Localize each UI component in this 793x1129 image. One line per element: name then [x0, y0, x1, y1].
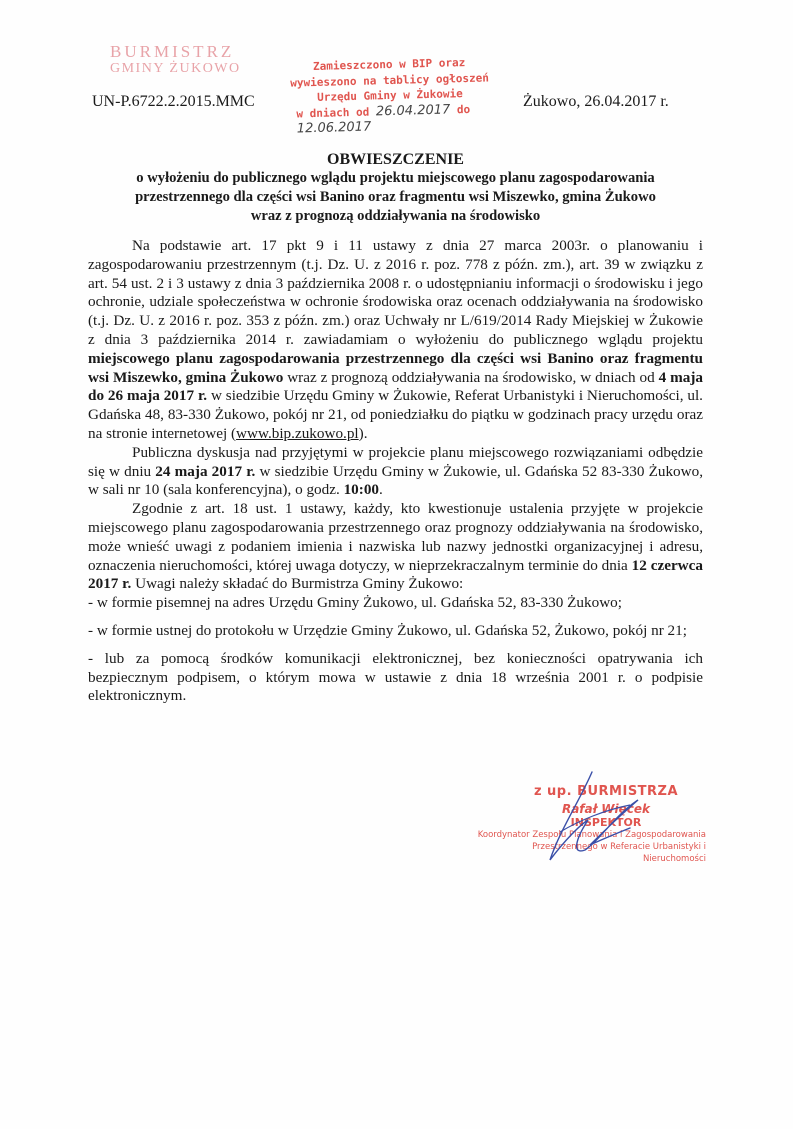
- handwritten-date-to: 12.06.2017: [296, 119, 372, 137]
- list-item-written: - w formie pisemnej na adres Urzędu Gminy Żukowo, ul. Gdańska 52, 83-330 Żukowo;: [88, 594, 622, 612]
- text-span: ).: [358, 424, 368, 442]
- paragraph-legal-basis: [88, 237, 703, 444]
- subtitle-line-2: przestrzennego dla części wsi Banino oraz fragmentu wsi Miszewko, gmina Żukowo: [135, 189, 656, 205]
- bip-stamp-line3: Urzędu Gminy w Żukowie: [316, 87, 463, 104]
- bip-stamp-prefix: w dniach od: [296, 105, 370, 120]
- text-span: Zgodnie z art. 18 ust. 1 ustawy, każdy, kto kwestionuje ustalenia przyjęte w projekcie miejscowego planu zagospodarowania przestrzennego oraz prognozy oddziaływania na środowisko, może wnieść uwagi z podaniem imienia i nazwiska lub nazwy jednostki organizacyjnej i adresu, oznaczenia nieruchomości, której uwaga dotyczy, w nieprzekraczalnym terminie do dnia: [88, 500, 703, 574]
- bip-website-link[interactable]: www.bip.zukowo.pl: [236, 424, 359, 442]
- place-and-date: Żukowo, 26.04.2017 r.: [523, 93, 669, 110]
- document-title: OBWIESZCZENIE: [327, 151, 464, 168]
- discussion-time-bold: 10:00: [343, 481, 380, 499]
- handwritten-date-from: 26.04.2017: [375, 101, 451, 119]
- subtitle-line-1: o wyłożeniu do publicznego wglądu projektu miejscowego planu zagospodarowania: [136, 170, 655, 186]
- text-span: wraz z prognozą oddziaływania na środowisko, w dniach od: [283, 368, 659, 386]
- document-body: [88, 237, 703, 706]
- bip-stamp-dates: [290, 101, 491, 137]
- signatory-role-line1: Koordynator Zespołu Planowania i Zagospodarowania: [477, 830, 706, 840]
- text-span: Na podstawie art. 17 pkt 9 i 11 ustawy z dnia 27 marca 2003r. o planowaniu i zagospodarowaniu przestrzennym (t.j. Dz. U. z 2016 r. poz. 778 z późn. zm.), art. 39 w związku z art. 54 ust. 2 i 3 ustawy z dnia 3 października 2008 r. o udostępnianiu informacji o środowisku i jego ochronie, udziale społeczeństwa w ochronie środowiska oraz ocenach oddziaływania na środowisko (t.j. Dz. U. z 2016 r. poz. 353 z późn. zm.) oraz Uchwały nr L/619/2014 Rady Miejskiej w Żukowie z dnia 3 października 2014 r. zawiadamiam o wyłożeniu do publicznego wglądu projektu: [88, 237, 703, 348]
- bip-publication-stamp: [289, 54, 491, 137]
- exhibition-dates-bold: 4 maja do 26 maja 2017 r.: [88, 368, 704, 405]
- text-span: w siedzibie Urzędu Gminy w Żukowie, Referat Urbanistyki i Nieruchomości, ul. Gdańska 48, 83-330 Żukowo, pokój nr 21, od poniedziałku do piątku w godzinach pracy urzędu oraz na stronie internetowej (: [88, 387, 703, 442]
- stamp-office-line2: GMINY ŻUKOWO: [110, 61, 241, 76]
- bip-stamp-line1: Zamieszczono w BIP oraz: [312, 56, 466, 74]
- discussion-date-bold: 24 maja 2017 r.: [155, 462, 256, 480]
- text-span: Uwagi należy składać do Burmistrza Gminy Żukowo:: [131, 575, 464, 593]
- text-span: w siedzibie Urzędu Gminy w Żukowie, ul. Gdańska 52 83-330 Żukowo, w sali nr 10 (sala konferencyjna), o godz.: [88, 462, 703, 499]
- signatory-role-line2: Przestrzennego w Referacie Urbanistyki i Nieruchomości: [532, 842, 706, 864]
- text-span: .: [379, 481, 383, 499]
- deadline-date-bold: 12 czerwca 2017 r.: [88, 556, 703, 593]
- list-item-oral: - w formie ustnej do protokołu w Urzędzie Gminy Żukowo, ul. Gdańska 52, Żukowo, pokój nr 21;: [88, 621, 687, 639]
- bip-stamp-mid: do: [456, 102, 471, 116]
- bip-stamp-line2: wywieszono na tablicy ogłoszeń: [290, 70, 490, 90]
- list-item-electronic: - lub za pomocą środków komunikacji elektronicznej, bez konieczności opatrywania ich bezpiecznym podpisem, o którym mowa w ustawie z dnia 18 września 2001 r. o podpisie elektronicznym.: [88, 649, 703, 705]
- plan-name-bold: miejscowego planu zagospodarowania przestrzennego dla części wsi Banino oraz fragmentu wsi Miszewko, gmina Żukowo: [88, 349, 703, 386]
- title-block: [88, 150, 703, 226]
- signatory-name: Rafał Więcek: [561, 802, 651, 816]
- stamp-office-line1: BURMISTRZ: [110, 42, 235, 61]
- mayor-office-stamp: [110, 43, 241, 77]
- text-span: Publiczna dyskusja nad przyjętymi w projekcie planu miejscowego rozwiązaniami odbędzie się w dniu: [88, 443, 703, 480]
- signature-authority: z up. BURMISTRZA: [533, 784, 679, 799]
- signatory-title: INSPEKTOR: [570, 816, 642, 829]
- handwritten-signature-icon: [530, 770, 640, 870]
- paragraph-comments: [88, 500, 703, 594]
- reference-number: UN-P.6722.2.2015.MMC: [92, 93, 255, 110]
- paragraph-public-discussion: [88, 444, 703, 500]
- subtitle-line-3: wraz z prognozą oddziaływania na środowisko: [250, 208, 541, 224]
